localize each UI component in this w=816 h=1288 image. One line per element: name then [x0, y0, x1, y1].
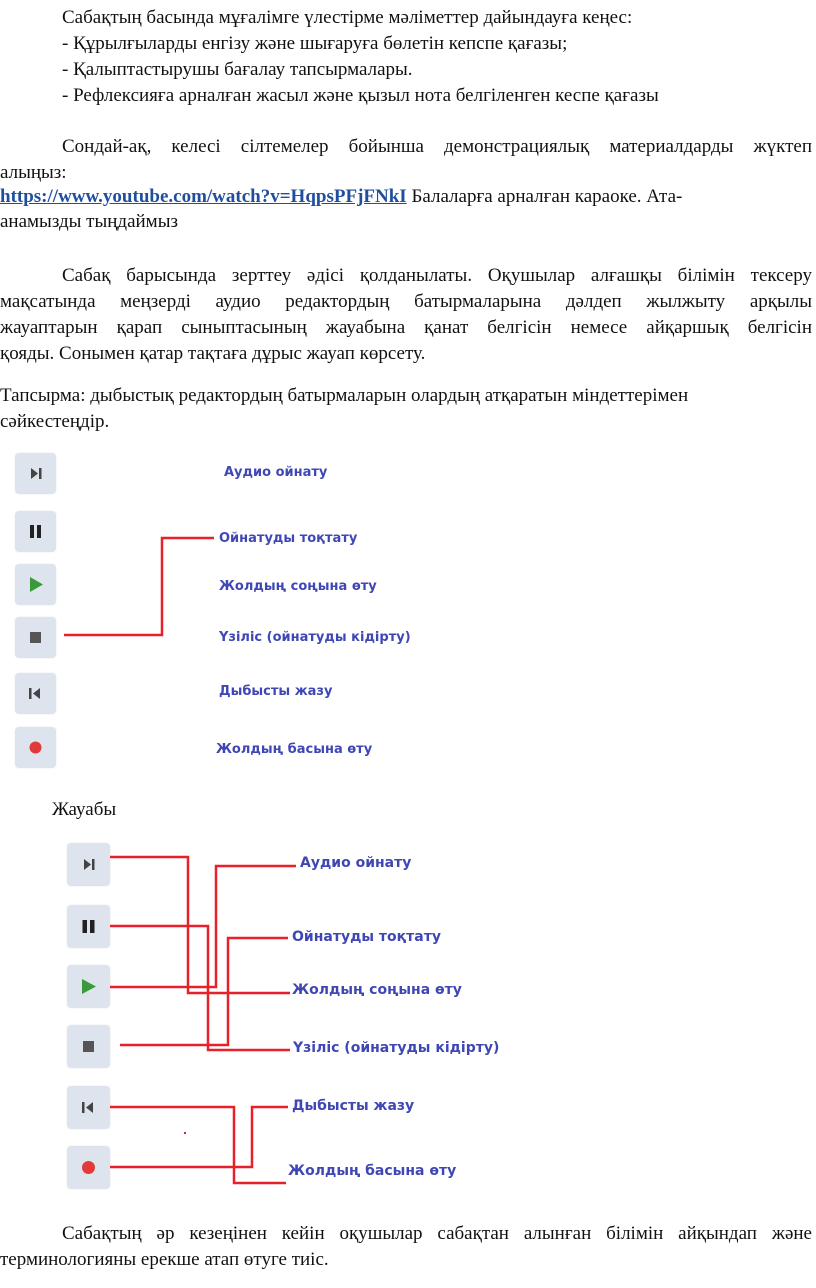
method-paragraph: мақсатында меңзерді аудио редактордың батырмаларына дәлдеп жылжыту арқылы — [0, 291, 812, 312]
method-paragraph: жауаптарын қарап сыныптасының жауабына қанат белгісін немесе айқаршық белгісін — [0, 317, 812, 338]
exercise-label: Дыбысты жазу — [219, 684, 333, 699]
answer-label: Дыбысты жазу — [292, 1098, 415, 1114]
task-text: Тапсырма: дыбыстық редактордың батырмаларын олардың атқаратын міндеттерімен — [0, 385, 689, 406]
method-paragraph: Сабақ барысында зерттеу әдісі қолданылаты. Оқушылар алғашқы білімін тексеру — [62, 265, 812, 286]
exercise-label: Аудио ойнату — [224, 465, 328, 480]
answer-label: Үзіліс (ойнатуды кідірту) — [293, 1040, 500, 1056]
answer-title: Жауабы — [52, 799, 117, 820]
demo-paragraph: алыңыз: — [0, 162, 67, 183]
intro-item: - Рефлексияға арналған жасыл және қызыл нота белгіленген кеспе қағазы — [62, 85, 659, 106]
intro-item: - Құрылғыларды енгізу және шығаруға бөлетін кепспе қағазы; — [62, 33, 568, 54]
exercise-label: Жолдың соңына өту — [219, 579, 377, 594]
exercise-label: Жолдың басына өту — [216, 742, 373, 757]
answer-label: Жолдың соңына өту — [292, 982, 462, 998]
youtube-link[interactable]: https://www.youtube.com/watch?v=HqpsPFjFNkI — [0, 186, 407, 207]
task-text: сәйкестеңдір. — [0, 411, 110, 432]
method-paragraph: қояды. Сонымен қатар тақтаға дұрыс жауап көрсету. — [0, 343, 426, 364]
demo-paragraph: Сондай-ақ, келесі сілтемелер бойынша демонстрациялық материалдарды жүктеп — [62, 136, 812, 157]
exercise-label: Үзіліс (ойнатуды кідірту) — [219, 630, 411, 645]
answer-label: Жолдың басына өту — [288, 1163, 457, 1179]
conclusion-paragraph: терминологияны ерекше атап өтуге тиіс. — [0, 1249, 329, 1270]
exercise-label: Ойнатуды тоқтату — [219, 531, 358, 546]
intro-heading: Сабақтың басында мұғалімге үлестірме мәліметтер дайындауға кеңес: — [62, 7, 633, 28]
conclusion-paragraph: Сабақтың әр кезеңінен кейін оқушылар сабақтан алынған білімін айқындап және — [62, 1223, 812, 1244]
link-description: Балаларға арналған караоке. Ата- — [406, 186, 683, 207]
answer-label: Аудио ойнату — [300, 855, 412, 871]
intro-item: - Қалыптастырушы бағалау тапсырмалары. — [62, 59, 413, 80]
answer-label: Ойнатуды тоқтату — [292, 929, 441, 945]
demo-paragraph: анамызды тыңдаймыз — [0, 211, 178, 232]
